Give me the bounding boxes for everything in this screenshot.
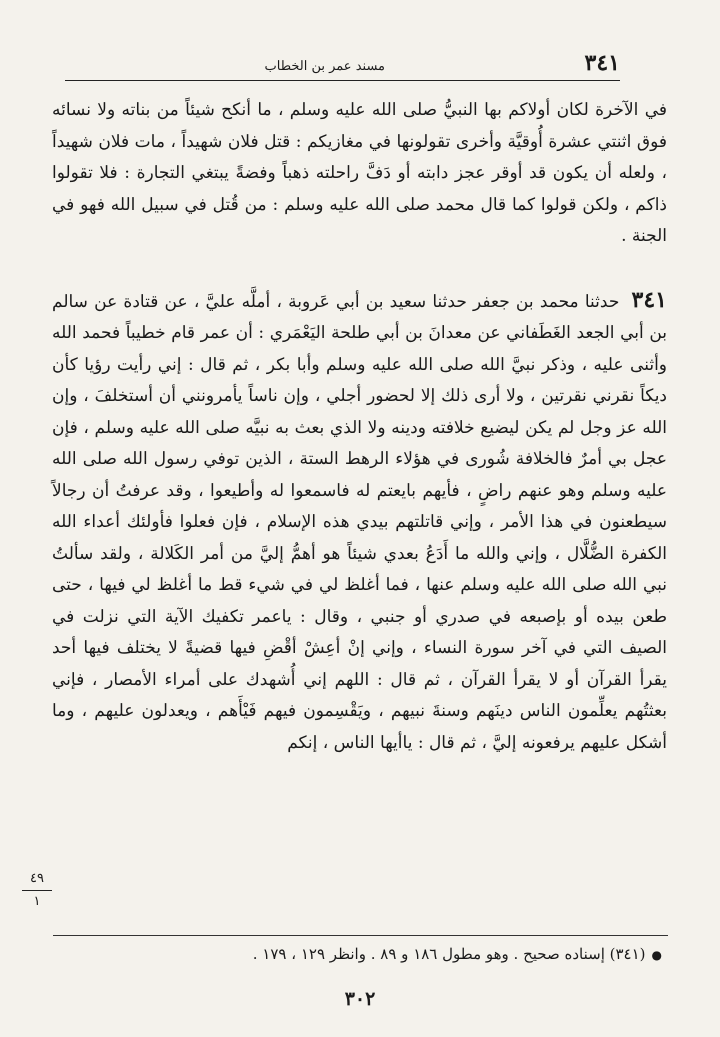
main-text (52, 95, 667, 759)
hadith-number: ٣٤١ (631, 286, 667, 313)
margin-note-top: ٤٩ (30, 871, 44, 886)
running-title: مسند عمر بن الخطاب (264, 59, 386, 74)
hadith-paragraph (52, 285, 667, 760)
margin-note-bottom: ١ (33, 894, 41, 909)
footnote (52, 945, 662, 963)
page-header (65, 50, 620, 81)
hadith-text: حدثنا محمد بن جعفر حدثنا سعيد بن أبي عَروبة ، أملَّه عليَّ ، عن قتادة عن سالم بن أبي الجعد الغَطَفاني عن معدانَ بن أبي طلحة اليَعْمَري : أن عمر قام خطيباً فحمد الله وأثنى عليه ، وذكر نبيَّ الله صلى الله عليه وسلم وأبا بكر ، ثم قال : إني رأيت رؤيا كأن ديكاً نقرني نقرتين ، ولا أرى ذلك إلا لحضور أجلي ، وإن ناساً يأمرونني أن أستخلفَ ، وإن الله عز وجل لم يكن ليضيع خلافته ودينه ولا الذي بعث به نبيَّه صلى الله عليه وسلم ، فإن عجل بي أمرٌ فالخلافة شُورى في هؤلاء الرهط الستة ، الذين توفي رسول الله صلى الله عليه وسلم وهو عنهم راضٍ ، فأيهم بايعتم له فاسمعوا له وأطيعوا ، وقد عرفتُ أن رجالاً سيطعنون في هذا الأمر ، وإني قاتلتهم بيدي هذه الإسلام ، فإن فعلوا فأولئك أعداء الله الكفرة الضُّلَّال ، وإني والله ما أَدَعُ بعدي شيئاً هو أهمُّ إليَّ من أمر الكَلالة ، ولقد سألتُ نبي الله صلى الله عليه وسلم عنها ، فما أغلظ لي في شيء قط ما أغلظ لي فيها ، حتى طعن بيده أو بإصبعه في صدري أو جنبي ، وقال : ياعمر تكفيك الآية التي نزلت في الصيف التي في آخر سورة النساء ، وإني إنْ أعِشْ أقْضِ فيها قضيةً لا يختلف فيها أحد يقرأ القرآن أو لا يقرأ القرآن ، ثم قال : اللهم إني أُشهدك على أمراء الأمصار ، فإني بعثتُهم يعلِّمون الناس دينَهم وسنةَ نبيهم ، ويَقْسِمون فيهم فَيْأَهم ، ويعدلون عليهم ، وما أشكل عليهم يرفعونه إليَّ ، ثم قال : ياأيها الناس ، إنكم (52, 291, 667, 753)
paragraph-continuation: في الآخرة لكان أولاكم بها النبيُّ صلى الله عليه وسلم ، ما أنكح شيئاً من بناته ولا نسائه فوق اثنتي عشرة أُوقيَّة وأخرى تقولونها في مغازيكم : قتل فلان شهيداً ، مات فلان شهيداً ، ولعله أن يكون قد أوقر عجز دابته أو دَفَّ راحلته ذهباً وفضةً يبتغي التجارة : فلا تقولوا ذاكم ، ولكن قولوا كما قال محمد صلى الله عليه وسلم : من قُتل في سبيل الله فهو في الجنة . (52, 100, 667, 246)
footer-page-number: ٣٠٢ (344, 988, 376, 1010)
footnote-divider (53, 935, 668, 936)
footnote-bullet-icon: ● (651, 948, 662, 962)
margin-note (22, 870, 52, 911)
footnote-text: (٣٤١) إسناده صحيح . وهو مطول ١٨٦ و ٨٩ . وانظر ١٢٩ ، ١٧٩ . (252, 945, 646, 963)
margin-note-rule (22, 890, 52, 891)
header-page-number: ٣٤١ (584, 50, 620, 76)
